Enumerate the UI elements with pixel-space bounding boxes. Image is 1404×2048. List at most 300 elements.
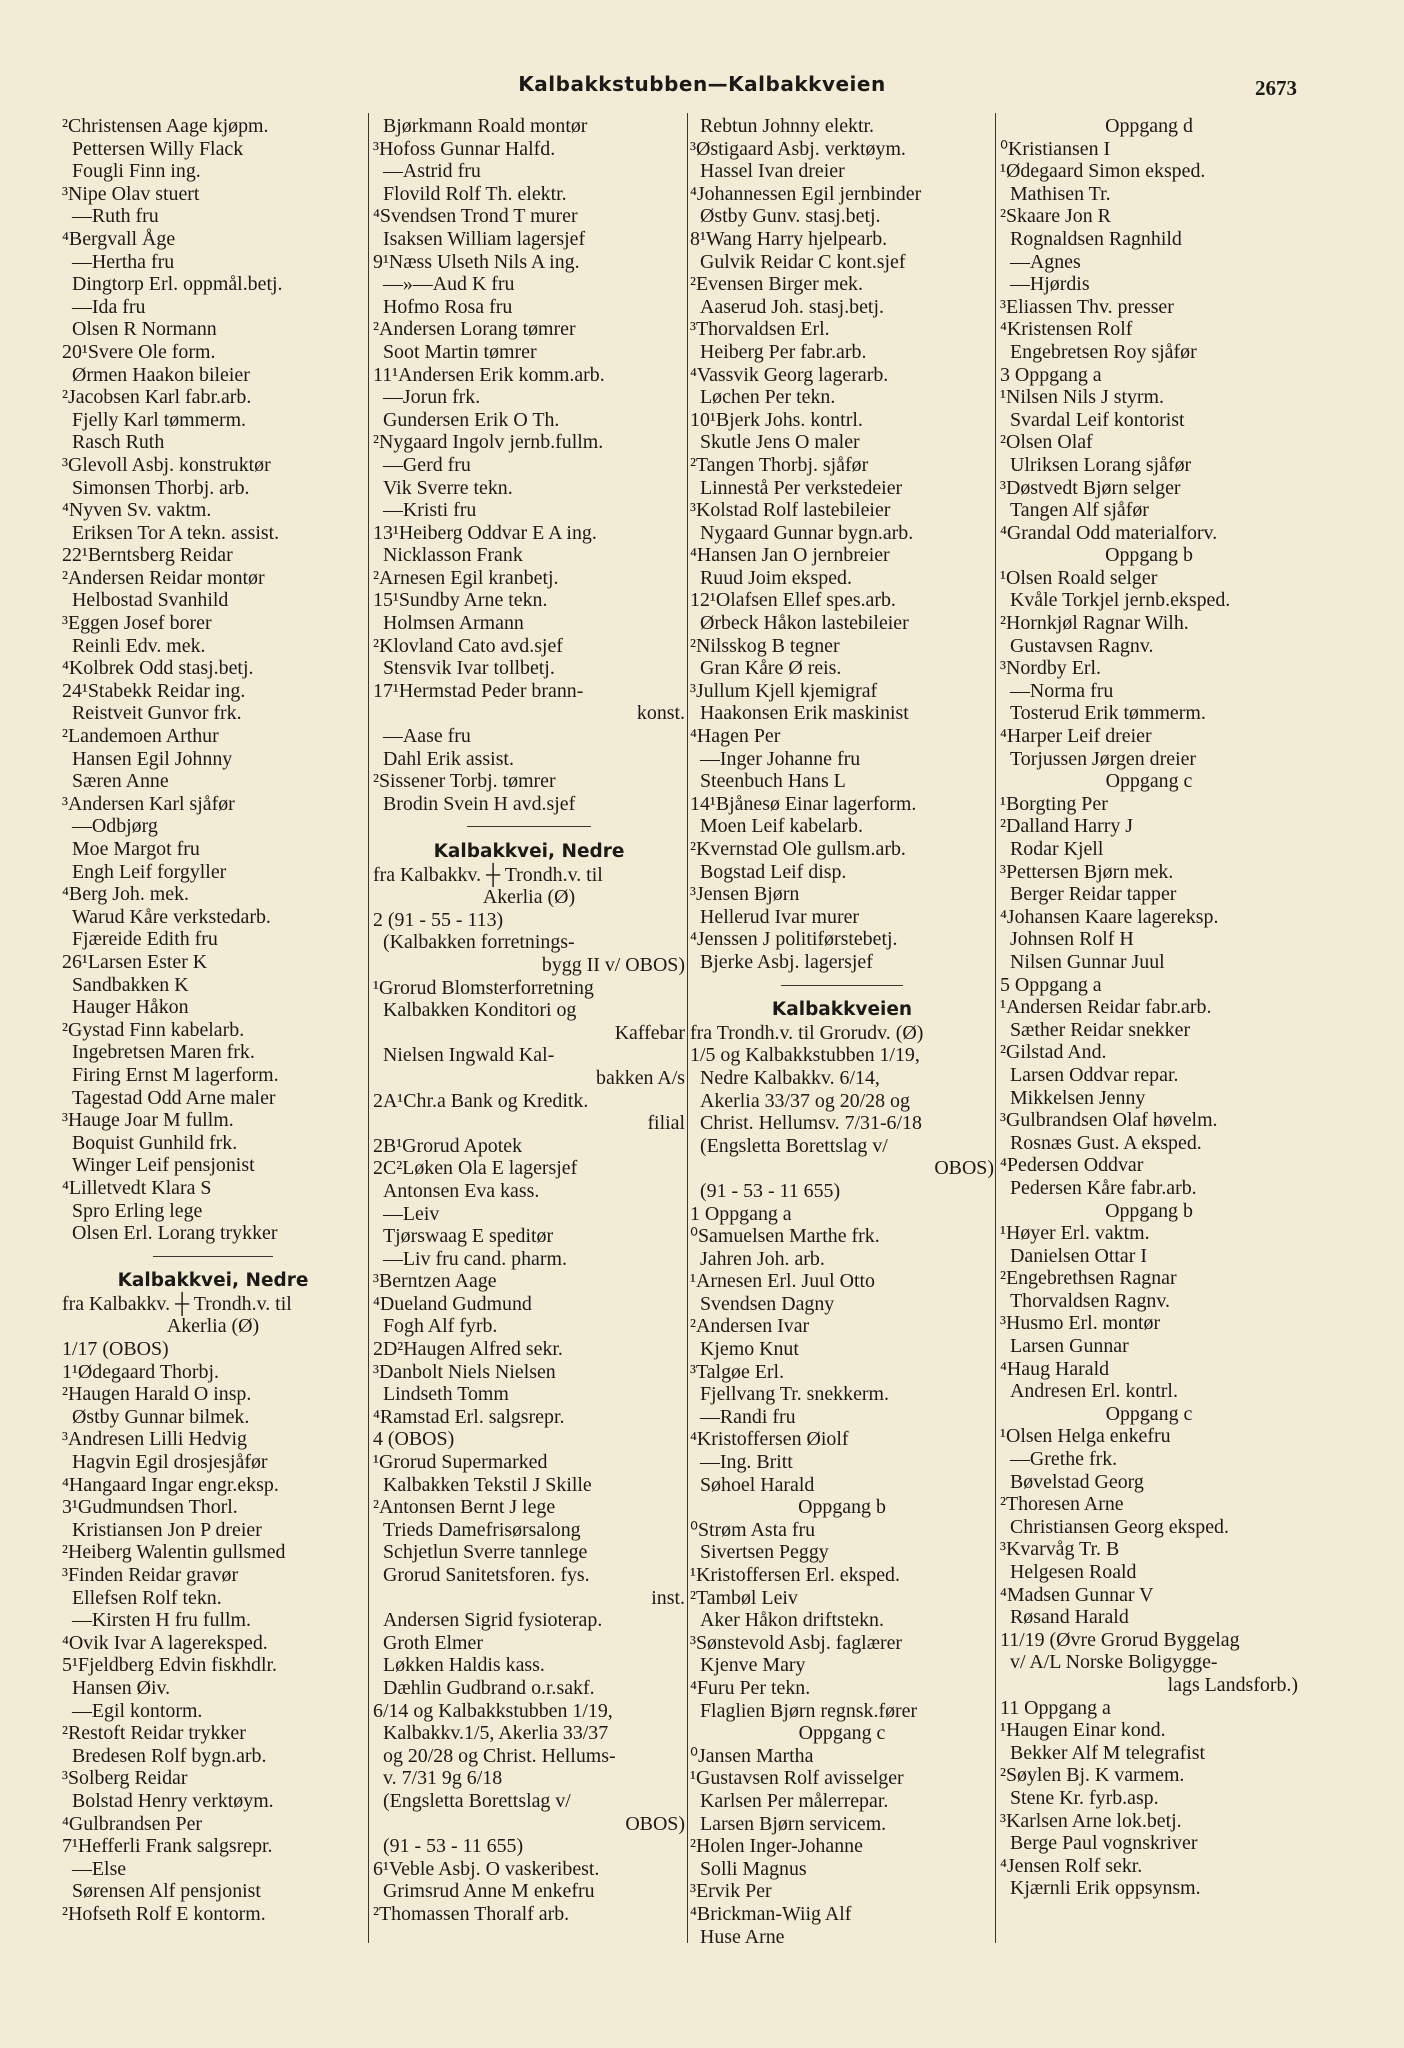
directory-line: Skutle Jens O maler [700, 431, 860, 454]
directory-line: Larsen Gunnar [1010, 1335, 1129, 1358]
directory-line: —Kirsten H fru fullm. [72, 1609, 251, 1632]
directory-line: ²Evensen Birger mek. [690, 273, 863, 296]
directory-line: Kaffebar [614, 1021, 685, 1044]
directory-line: ³Nordby Erl. [1000, 657, 1101, 680]
directory-line: 5 Oppgang a [1000, 973, 1102, 996]
directory-line: 1 Oppgang a [690, 1202, 792, 1225]
directory-line: Grimsrud Anne M enkefru [383, 1880, 595, 1903]
directory-line: Kalbakken Tekstil J Skille [383, 1473, 592, 1496]
directory-line: Flaglien Bjørn regnsk.fører [700, 1699, 918, 1722]
street-heading: Kalbakkvei, Nedre [433, 841, 625, 862]
directory-line: Firing Ernst M lagerform. [72, 1063, 279, 1086]
directory-line: Fjelly Karl tømmerm. [72, 408, 247, 431]
directory-line: —Leiv [383, 1202, 440, 1225]
directory-line: (91 - 53 - 11 655) [383, 1835, 524, 1858]
directory-line: ³Østigaard Asbj. verktøym. [690, 137, 906, 160]
directory-line: ²Olsen Olaf [1000, 431, 1093, 454]
directory-line: Antonsen Eva kass. [383, 1179, 540, 1202]
page-number: 2673 [1255, 76, 1297, 100]
directory-line: ²Søylen Bj. K varmem. [1000, 1764, 1185, 1787]
directory-line: ⁰Kristiansen I [1000, 137, 1111, 160]
directory-line: ³Karlsen Arne lok.betj. [1000, 1809, 1182, 1832]
directory-line: Hofmo Rosa fru [383, 295, 513, 318]
directory-line: 2D²Haugen Alfred sekr. [373, 1338, 563, 1361]
directory-line: ⁰Samuelsen Marthe frk. [690, 1225, 880, 1248]
directory-line: —Astrid fru [383, 160, 481, 183]
directory-line: ⁴Pedersen Oddvar [1000, 1154, 1144, 1177]
directory-line: ³Hauge Joar M fullm. [62, 1109, 234, 1132]
directory-line: (Engsletta Borettslag v/ [700, 1134, 888, 1157]
directory-line: ⁰Strøm Asta fru [690, 1518, 816, 1541]
directory-line: —Gerd fru [383, 453, 471, 476]
directory-line: (Kalbakken forretnings- [383, 931, 575, 954]
directory-line: ²Andersen Lorang tømrer [373, 318, 576, 341]
directory-line: 7¹Hefferli Frank salgsrepr. [62, 1835, 273, 1858]
directory-line: Solli Magnus [700, 1857, 807, 1880]
directory-line: ³Nipe Olav stuert [62, 182, 200, 205]
directory-line: ⁴Haug Harald [1000, 1357, 1110, 1380]
directory-line: ³Kolstad Rolf lastebileier [690, 499, 891, 522]
directory-line: 1/5 og Kalbakkstubben 1/19, [690, 1044, 920, 1067]
directory-line: Christ. Hellumsv. 7/31-6/18 [700, 1112, 922, 1135]
directory-line: Gundersen Erik O Th. [383, 408, 560, 431]
directory-line: —Ing. Britt [700, 1451, 793, 1474]
directory-line: Sæther Reidar snekker [1010, 1018, 1191, 1041]
directory-line: ⁴Lilletvedt Klara S [62, 1176, 212, 1199]
directory-line: Nicklasson Frank [383, 544, 523, 567]
directory-line: Bolstad Henry verktøym. [72, 1789, 274, 1812]
directory-line: Warud Kåre verkstedarb. [72, 905, 271, 928]
directory-line: Helbostad Svanhild [72, 589, 229, 612]
directory-line: 2C²Løken Ola E lagersjef [373, 1157, 578, 1180]
directory-line: —Odbjørg [72, 815, 158, 838]
directory-line: Hansen Egil Johnny [72, 747, 233, 770]
directory-line: Danielsen Ottar I [1010, 1244, 1147, 1267]
directory-line: ⁴Vassvik Georg lagerarb. [690, 363, 889, 386]
directory-line: 26¹Larsen Ester K [62, 950, 208, 973]
directory-line: 2 (91 - 55 - 113) [373, 908, 504, 931]
page-header-title: Kalbakkstubben—Kalbakkveien [518, 72, 886, 96]
directory-line: ²Nygaard Ingolv jernb.fullm. [373, 431, 604, 454]
directory-line: 11/19 (Øvre Grorud Byggelag [1000, 1628, 1240, 1651]
directory-line: Spro Erling lege [72, 1199, 203, 1222]
directory-line: ⁴Madsen Gunnar V [1000, 1583, 1154, 1606]
directory-line: Nielsen Ingwald Kal- [383, 1044, 555, 1067]
directory-line: Ørbeck Håkon lastebileier [700, 612, 909, 635]
directory-line: —Liv fru cand. pharm. [383, 1247, 567, 1270]
directory-line: ³Finden Reidar gravør [62, 1564, 239, 1586]
directory-line: 14¹Bjånesø Einar lagerform. [690, 792, 917, 815]
directory-line: Mathisen Tr. [1010, 182, 1111, 205]
directory-line: ¹Arnesen Erl. Juul Otto [690, 1270, 875, 1293]
directory-line: Andresen Erl. kontrl. [1010, 1380, 1178, 1403]
directory-line: ³Talgøe Erl. [690, 1360, 785, 1383]
directory-line: ¹Haugen Einar kond. [1000, 1719, 1166, 1742]
directory-line: ²Thoresen Arne [1000, 1493, 1124, 1516]
directory-column-2 [373, 115, 685, 2040]
directory-line: bakken A/s [596, 1066, 685, 1089]
directory-line: —Inger Johanne fru [700, 747, 861, 770]
directory-line: ²Tangen Thorbj. sjåfør [690, 453, 869, 476]
directory-line: Winger Leif pensjonist [72, 1154, 255, 1177]
directory-line: Engebretsen Roy sjåfør [1010, 340, 1197, 363]
directory-line: ²Holen Inger-Johanne [690, 1835, 863, 1858]
directory-line: Kalbakken Konditori og [383, 999, 577, 1022]
directory-line: Rosnæs Gust. A eksped. [1010, 1131, 1202, 1154]
directory-line: Mikkelsen Jenny [1010, 1086, 1146, 1109]
directory-line: ³Thorvaldsen Erl. [690, 318, 830, 341]
directory-line: ⁴Harper Leif dreier [1000, 725, 1152, 748]
directory-line: ⁴Ramstad Erl. salgsrepr. [373, 1405, 565, 1428]
directory-line: 20¹Svere Ole form. [62, 340, 216, 363]
directory-line: 3¹Gudmundsen Thorl. [62, 1496, 238, 1519]
directory-line: Kjenve Mary [700, 1654, 806, 1677]
directory-line: Reinli Edv. mek. [72, 634, 206, 657]
directory-line: Helgesen Roald [1010, 1561, 1137, 1583]
directory-line: Oppgang b [1105, 1199, 1193, 1222]
directory-line: bygg II v/ OBOS) [541, 953, 685, 976]
directory-line: Pedersen Kåre fabr.arb. [1010, 1176, 1197, 1199]
directory-line: Tjørswaag E speditør [383, 1225, 554, 1248]
directory-line: ⁴Kristensen Rolf [1000, 318, 1133, 341]
directory-line: Stene Kr. fyrb.asp. [1010, 1786, 1159, 1809]
directory-line: ²Sissener Torbj. tømrer [373, 770, 556, 793]
directory-line: Moe Margot fru [72, 838, 200, 860]
directory-line: Kristiansen Jon P dreier [72, 1518, 262, 1541]
column-divider [995, 113, 996, 1943]
directory-line: ⁰Jansen Martha [690, 1744, 814, 1767]
directory-line: —»—Aud K fru [383, 273, 515, 296]
directory-line: ⁴Johannessen Egil jernbinder [690, 182, 922, 205]
directory-line: ⁴Ovik Ivar A lagereksped. [62, 1631, 268, 1654]
directory-line: ³Ervik Per [690, 1880, 772, 1903]
directory-line: Kalbakkv.1/5, Akerlia 33/37 [383, 1722, 609, 1745]
directory-line: Rebtun Johnny elektr. [700, 115, 875, 137]
directory-line: ⁴Grandal Odd materialforv. [1000, 521, 1218, 544]
directory-line: —Ruth fru [72, 205, 159, 228]
directory-line: Pettersen Willy Flack [72, 137, 244, 160]
directory-column-4 [1000, 115, 1298, 2040]
directory-line: Dæhlin Gudbrand o.r.sakf. [383, 1676, 595, 1699]
directory-line: ¹Høyer Erl. vaktm. [1000, 1222, 1150, 1245]
directory-line: Grorud Sanitetsforen. fys. [383, 1564, 590, 1586]
directory-line: Simonsen Thorbj. arb. [72, 476, 250, 499]
directory-line: Akerlia (Ø) [482, 886, 576, 909]
directory-line: ²Thomassen Thoralf arb. [373, 1902, 570, 1925]
directory-line: 6/14 og Kalbakkstubben 1/19, [373, 1699, 613, 1722]
column-divider [368, 113, 369, 1943]
directory-line: Torjussen Jørgen dreier [1010, 747, 1197, 770]
directory-line: Søhoel Harald [700, 1473, 815, 1496]
directory-line: ³Jullum Kjell kjemigraf [690, 679, 878, 702]
directory-line: ²Tambøl Leiv [690, 1586, 798, 1609]
directory-line: Oppgang d [1105, 115, 1193, 137]
directory-line: ⁴Jenssen J politiførstebetj. [690, 928, 898, 951]
directory-line: 11¹Andersen Erik komm.arb. [373, 363, 605, 386]
directory-line: ²Hofseth Rolf E kontorm. [62, 1902, 266, 1925]
directory-line: —Grethe frk. [1010, 1448, 1118, 1471]
directory-line: —Aase fru [383, 725, 471, 748]
directory-line: Engh Leif forgyller [72, 860, 227, 883]
directory-line: Lindseth Tomm [383, 1383, 509, 1406]
directory-line: Ørmen Haakon bileier [72, 363, 250, 386]
directory-line: Bjørkmann Roald montør [383, 115, 588, 137]
directory-line: ⁴Brickman-Wiig Alf [690, 1902, 852, 1925]
directory-line: Larsen Oddvar repar. [1010, 1063, 1179, 1086]
section-rule [373, 815, 685, 838]
directory-line: ²Arnesen Egil kranbetj. [373, 566, 559, 589]
directory-line: Groth Elmer [383, 1631, 483, 1654]
section-rule [690, 974, 994, 997]
directory-line: Rodar Kjell [1010, 838, 1104, 860]
directory-line: Karlsen Per målerrepar. [700, 1789, 889, 1812]
directory-line: ¹Andersen Reidar fabr.arb. [1000, 996, 1212, 1019]
directory-line: Bekker Alf M telegrafist [1010, 1741, 1205, 1764]
directory-line: lags Landsforb.) [1167, 1673, 1298, 1696]
directory-line: ³Kvarvåg Tr. B [1000, 1538, 1120, 1561]
directory-line: 10¹Bjerk Johs. kontrl. [690, 408, 863, 431]
directory-line: Rasch Ruth [72, 431, 165, 454]
directory-line: Brodin Svein H avd.sjef [383, 792, 576, 815]
directory-line: Fougli Finn ing. [72, 160, 201, 183]
directory-line: ⁴Hangaard Ingar engr.eksp. [62, 1473, 279, 1496]
directory-line: ¹Ødegaard Simon eksped. [1000, 160, 1206, 183]
directory-line: (91 - 53 - 11 655) [700, 1179, 841, 1202]
directory-line: Hassel Ivan dreier [700, 160, 845, 183]
directory-line: 5¹Fjeldberg Edvin fiskhdlr. [62, 1654, 277, 1677]
directory-line: ²Dalland Harry J [1000, 815, 1133, 838]
directory-line: ¹Grorud Supermarked [373, 1451, 548, 1474]
directory-line: Østby Gunnar bilmek. [72, 1405, 250, 1428]
directory-line: Sørensen Alf pensjonist [72, 1880, 261, 1903]
directory-line: —Hjørdis [1010, 273, 1090, 296]
street-heading: Kalbakkveien [771, 999, 913, 1021]
directory-line: Linnestå Per verkstedeier [700, 476, 903, 499]
directory-line: (Engsletta Borettslag v/ [383, 1789, 571, 1812]
directory-line: Hellerud Ivar murer [700, 905, 860, 928]
directory-line: konst. [636, 702, 685, 725]
directory-line: ²Gilstad And. [1000, 1041, 1107, 1064]
directory-line: ⁴Johansen Kaare lagereksp. [1000, 905, 1219, 928]
directory-line: ²Hornkjøl Ragnar Wilh. [1000, 612, 1189, 635]
directory-line: ³Jensen Bjørn [690, 883, 800, 906]
directory-line: Rognaldsen Ragnhild [1010, 227, 1182, 250]
directory-line: ⁴Hagen Per [690, 725, 781, 748]
directory-line: Oppgang c [798, 1722, 886, 1745]
directory-line: Svendsen Dagny [700, 1292, 835, 1315]
directory-line: Bogstad Leif disp. [700, 860, 847, 883]
directory-line: fra Trondh.v. til Grorudv. (Ø) [690, 1021, 924, 1044]
directory-line: Soot Martin tømrer [383, 340, 537, 363]
directory-line: Tosterud Erik tømmerm. [1010, 702, 1206, 725]
directory-line: Kjemo Knut [700, 1338, 799, 1361]
directory-line: 22¹Berntsberg Reidar [62, 544, 233, 567]
directory-line: ²Andersen Ivar [690, 1315, 810, 1338]
directory-line: 2A¹Chr.a Bank og Kreditk. [373, 1089, 589, 1112]
directory-line: 24¹Stabekk Reidar ing. [62, 679, 246, 702]
directory-line: ²Restoft Reidar trykker [62, 1722, 246, 1745]
directory-line: —Jorun frk. [383, 386, 481, 409]
directory-line: Hansen Øiv. [72, 1676, 171, 1699]
directory-line: Flovild Rolf Th. elektr. [383, 182, 567, 205]
directory-line: ³Glevoll Asbj. konstruktør [62, 453, 271, 476]
directory-line: inst. [651, 1586, 685, 1609]
directory-line: Fjæreide Edith fru [72, 928, 218, 951]
directory-line: Akerlia 33/37 og 20/28 og [700, 1089, 910, 1112]
directory-line: ³Døstvedt Bjørn selger [1000, 476, 1181, 499]
directory-line: Sandbakken K [72, 973, 189, 996]
directory-line: Hauger Håkon [72, 996, 189, 1019]
directory-column-1 [62, 115, 364, 2040]
directory-line: ²Heiberg Walentin gullsmed [62, 1541, 286, 1564]
directory-line: Jahren Joh. arb. [700, 1247, 825, 1270]
directory-line: Oppgang c [1105, 1402, 1193, 1425]
directory-line: ³Sønstevold Asbj. faglærer [690, 1631, 903, 1654]
street-heading: Kalbakkvei, Nedre [117, 1270, 309, 1292]
directory-line: Gustavsen Ragnv. [1010, 634, 1154, 657]
directory-line: Akerlia (Ø) [166, 1315, 260, 1338]
directory-line: ²Kvernstad Ole gullsm.arb. [690, 838, 906, 860]
directory-line: Trieds Damefrisørsalong [383, 1518, 581, 1541]
directory-line: Tangen Alf sjåfør [1010, 499, 1149, 522]
directory-line: ⁴Jensen Rolf sekr. [1000, 1854, 1143, 1877]
directory-line: Reistveit Gunvor frk. [72, 702, 242, 725]
directory-line: fra Kalbakkv. ┼ Trondh.v. til [373, 863, 603, 886]
directory-line: ³Andresen Lilli Hedvig [62, 1428, 247, 1451]
directory-line: ³Berntzen Aage [373, 1270, 497, 1293]
directory-line: Haakonsen Erik maskinist [700, 702, 909, 725]
directory-line: Nedre Kalbakkv. 6/14, [700, 1066, 880, 1089]
directory-line: Løkken Haldis kass. [383, 1654, 545, 1677]
directory-line: 17¹Hermstad Peder brann- [373, 679, 584, 702]
directory-line: Fjellvang Tr. snekkerm. [700, 1383, 889, 1406]
directory-column-3 [690, 115, 994, 2040]
directory-line: og 20/28 og Christ. Hellums- [383, 1744, 616, 1767]
directory-line: Svardal Leif kontorist [1010, 408, 1185, 431]
directory-line: Gran Kåre Ø reis. [700, 657, 842, 680]
directory-line: v/ A/L Norske Boligygge- [1010, 1651, 1218, 1674]
directory-line: Ulriksen Lorang sjåfør [1010, 453, 1192, 476]
directory-line: ²Skaare Jon R [1000, 205, 1111, 228]
directory-line: ⁴Dueland Gudmund [373, 1292, 532, 1315]
directory-line: 9¹Næss Ulseth Nils A ing. [373, 250, 580, 273]
directory-line: ²Engebrethsen Ragnar [1000, 1267, 1177, 1290]
directory-line: Holmsen Armann [383, 612, 524, 635]
directory-line: 11 Oppgang a [1000, 1696, 1111, 1719]
directory-line: Olsen R Normann [72, 318, 217, 341]
directory-line: ³Solberg Reidar [62, 1767, 188, 1790]
directory-line: ⁴Berg Joh. mek. [62, 883, 190, 906]
directory-line: —Kristi fru [383, 499, 477, 522]
directory-line: Berger Reidar tapper [1010, 883, 1177, 906]
directory-line: ⁴Nyven Sv. vaktm. [62, 499, 212, 522]
directory-line: Nygaard Gunnar bygn.arb. [700, 521, 914, 544]
directory-line: ²Nilsskog B tegner [690, 634, 840, 657]
directory-line: 4 (OBOS) [373, 1428, 455, 1451]
directory-line: Huse Arne [700, 1925, 785, 1948]
directory-line: —Randi fru [700, 1405, 796, 1428]
directory-line: 15¹Sundby Arne tekn. [373, 589, 548, 612]
directory-line: Hagvin Egil drosjesjåfør [72, 1451, 268, 1474]
directory-line: 8¹Wang Harry hjelpearb. [690, 227, 888, 250]
directory-line: Heiberg Per fabr.arb. [700, 340, 867, 363]
directory-line: Boquist Gunhild frk. [72, 1131, 238, 1154]
directory-line: Ellefsen Rolf tekn. [72, 1586, 222, 1609]
directory-line: Thorvaldsen Ragnv. [1010, 1289, 1171, 1312]
directory-line: Isaksen William lagersjef [383, 227, 586, 250]
directory-line: ¹Olsen Roald selger [1000, 566, 1158, 589]
directory-line: ²Jacobsen Karl fabr.arb. [62, 386, 252, 409]
directory-line: Dingtorp Erl. oppmål.betj. [72, 273, 283, 296]
directory-line: ²Andersen Reidar montør [62, 566, 265, 589]
directory-line: 2B¹Grorud Apotek [373, 1134, 523, 1157]
directory-line: Eriksen Tor A tekn. assist. [72, 521, 280, 544]
directory-line: Berge Paul vognskriver [1010, 1832, 1198, 1855]
directory-line: Oppgang b [798, 1496, 886, 1519]
directory-line: ⁴Hansen Jan O jernbreier [690, 544, 890, 567]
directory-line: Nilsen Gunnar Juul [1010, 950, 1165, 973]
directory-line: v. 7/31 9g 6/18 [383, 1767, 503, 1790]
directory-line: Ingebretsen Maren frk. [72, 1041, 255, 1064]
directory-line: Gulvik Reidar C kont.sjef [700, 250, 906, 273]
directory-line: ³Pettersen Bjørn mek. [1000, 860, 1174, 883]
directory-line: ²Gystad Finn kabelarb. [62, 1018, 245, 1041]
directory-line: Andersen Sigrid fysioterap. [383, 1609, 603, 1632]
directory-line: Christiansen Georg eksped. [1010, 1515, 1229, 1538]
directory-line: ¹Grorud Blomsterforretning [373, 976, 594, 999]
directory-line: ⁴Gulbrandsen Per [62, 1812, 203, 1835]
directory-line: Moen Leif kabelarb. [700, 815, 863, 838]
directory-line: 13¹Heiberg Oddvar E A ing. [373, 521, 597, 544]
directory-line: ²Christensen Aage kjøpm. [62, 115, 269, 137]
directory-line: Bøvelstad Georg [1010, 1470, 1144, 1493]
section-rule [62, 1245, 364, 1268]
directory-line: —Ida fru [72, 295, 146, 318]
directory-line: Løchen Per tekn. [700, 386, 836, 409]
directory-line: Schjetlun Sverre tannlege [383, 1541, 588, 1564]
directory-line: Fogh Alf fyrb. [383, 1315, 498, 1338]
directory-line: ²Landemoen Arthur [62, 725, 219, 748]
directory-line: ⁴Svendsen Trond T murer [373, 205, 578, 228]
directory-line: filial [647, 1112, 685, 1135]
directory-line: Østby Gunv. stasj.betj. [700, 205, 881, 228]
directory-line: Stensvik Ivar tollbetj. [383, 657, 555, 680]
directory-line: Larsen Bjørn servicem. [700, 1812, 887, 1835]
directory-line: ³Husmo Erl. montør [1000, 1312, 1161, 1335]
directory-line: ⁴Furu Per tekn. [690, 1676, 811, 1699]
directory-line: ¹Gustavsen Rolf avisselger [690, 1767, 904, 1790]
directory-line: ³Gulbrandsen Olaf høvelm. [1000, 1109, 1218, 1132]
directory-line: —Norma fru [1010, 679, 1114, 702]
directory-line: ²Antonsen Bernt J lege [373, 1496, 556, 1519]
directory-line: 1¹Ødegaard Thorbj. [62, 1360, 219, 1383]
directory-line: ²Haugen Harald O insp. [62, 1383, 252, 1406]
directory-line: Steenbuch Hans L [700, 770, 846, 793]
directory-line: Johnsen Rolf H [1010, 928, 1134, 951]
directory-line: Ruud Joim eksped. [700, 566, 852, 589]
directory-line: ⁴Kolbrek Odd stasj.betj. [62, 657, 254, 680]
directory-line: —Else [72, 1857, 127, 1880]
directory-line: Aaserud Joh. stasj.betj. [700, 295, 884, 318]
directory-line: 1/17 (OBOS) [62, 1338, 169, 1361]
directory-line: ³Hofoss Gunnar Halfd. [373, 137, 556, 160]
directory-line: OBOS) [625, 1812, 685, 1835]
directory-line: ³Eliassen Thv. presser [1000, 295, 1174, 318]
directory-line: Kvåle Torkjel jernb.eksped. [1010, 589, 1231, 612]
directory-line: ¹Nilsen Nils J styrm. [1000, 386, 1164, 409]
directory-line: ³Eggen Josef borer [62, 612, 212, 635]
directory-line: Vik Sverre tekn. [383, 476, 513, 499]
